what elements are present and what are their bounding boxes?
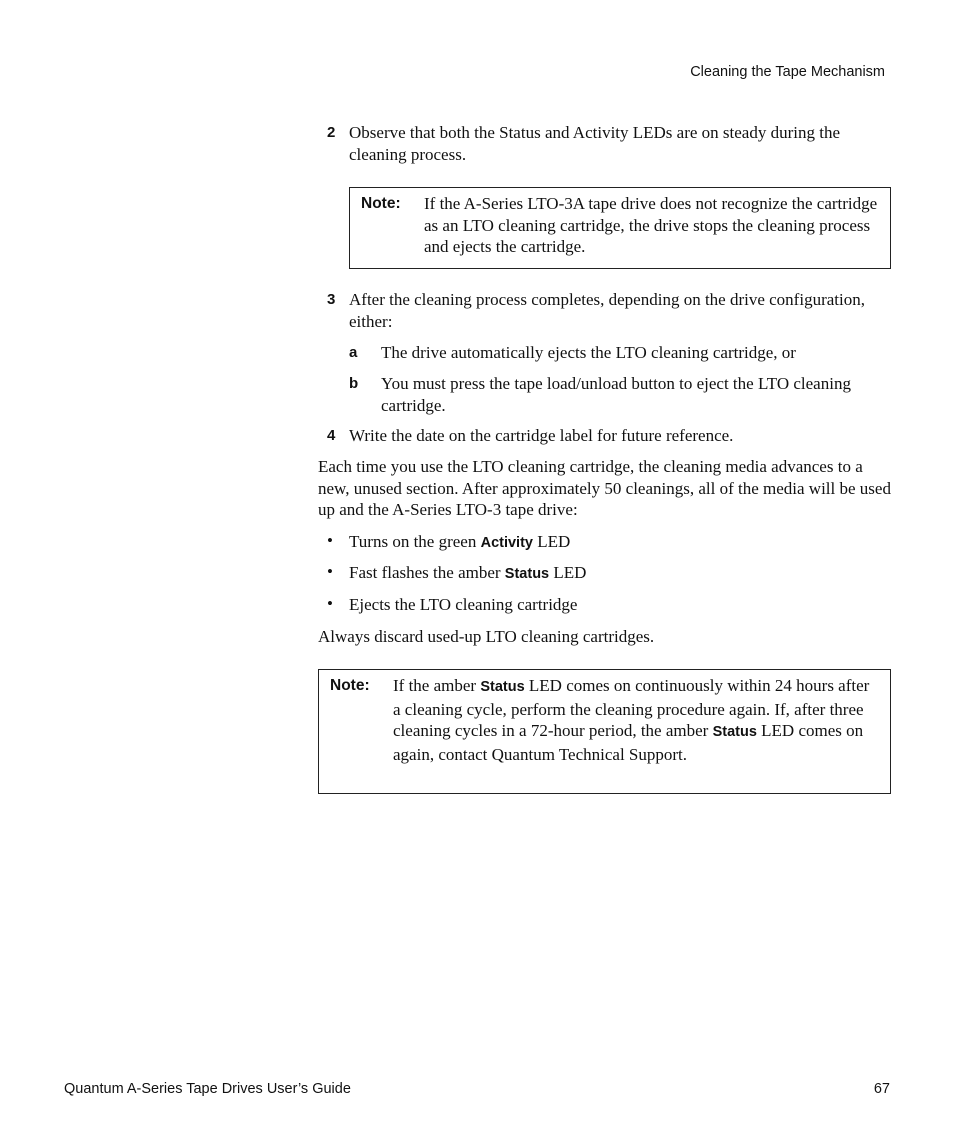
step-number-2: 2: [327, 124, 336, 141]
step-4-text: Write the date on the cartridge label for future reference.: [349, 426, 734, 445]
bullet-item-eject: Ejects the LTO cleaning cartridge: [349, 595, 578, 614]
note-label: Note:: [361, 195, 401, 212]
substep-a-text: The drive automatically ejects the LTO cleaning cartridge, or: [381, 343, 796, 362]
bullet-item-status: Fast flashes the amber Status LED: [349, 563, 587, 582]
note-text: If the amber Status LED comes on continuously within 24 hours after a cleaning cycle, perform the cleaning procedure again. If, after three cleaning cycles in a 72-hour period, the amber Status LED comes on again, contact Quantum Technical Support.: [393, 676, 870, 764]
note-label: Note:: [330, 677, 370, 694]
step-number-4: 4: [327, 427, 336, 444]
substep-letter-b: b: [349, 375, 359, 392]
bullet-icon: •: [327, 594, 333, 613]
paragraph-discard: Always discard used-up LTO cleaning cartridges.: [318, 627, 655, 646]
step-3-text: After the cleaning process completes, depending on the drive configuration, either:: [349, 290, 865, 331]
bullet-icon: •: [327, 562, 333, 581]
led-name-keyword: Status: [504, 566, 550, 582]
paragraph-cleaning-media: Each time you use the LTO cleaning cartridge, the cleaning media advances to a new, unused section. After approximately 50 cleanings, all of the media will be used up and the A-Series LTO-3 tape drive:: [318, 457, 891, 519]
note-text: If the A-Series LTO-3A tape drive does not recognize the cartridge as an LTO cleaning cartridge, the drive stops the cleaning process and ejects the cartridge.: [424, 194, 878, 256]
bullet-item-activity: Turns on the green Activity LED: [349, 532, 571, 551]
led-name-keyword: Activity: [480, 535, 533, 551]
bullet-icon: •: [327, 531, 333, 550]
note-box-status-led: [318, 669, 891, 794]
footer-guide-title: Quantum A-Series Tape Drives User’s Guide: [64, 1081, 351, 1097]
led-name-keyword: Status: [480, 679, 525, 695]
running-header: Cleaning the Tape Mechanism: [690, 64, 885, 80]
page-number: 67: [873, 1081, 890, 1097]
substep-letter-a: a: [349, 344, 358, 361]
step-2-text: Observe that both the Status and Activity LEDs are on steady during the cleaning process.: [349, 123, 841, 164]
led-name-keyword: Status: [712, 724, 757, 740]
note-box-cartridge-recognition: [349, 187, 891, 269]
substep-b-text: You must press the tape load/unload button to eject the LTO cleaning cartridge.: [381, 374, 851, 415]
step-number-3: 3: [327, 291, 336, 308]
